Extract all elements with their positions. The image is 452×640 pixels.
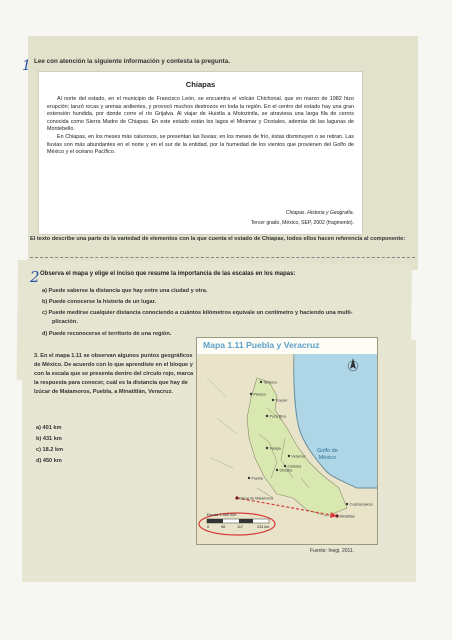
town-label: Tuxpan <box>275 398 288 403</box>
town-label: Izúcar de Matamoros <box>239 496 274 501</box>
town-label: Veracruz <box>291 454 306 459</box>
question-2-option-a: a) Puede saberse la distancia que hay entre una ciudad y otra. <box>42 288 208 294</box>
question-2-stem: Observa el mapa y elige el inciso que resume la importancia de las escalas en los mapas: <box>40 271 296 277</box>
town-label: Puebla <box>251 476 263 481</box>
town-dot <box>336 515 338 517</box>
town-label: Tampico <box>263 380 277 385</box>
map-puebla-veracruz <box>196 337 378 545</box>
town-label: Minatitlán <box>339 514 355 519</box>
question-2-option-b: b) Puede conocerse la historia de un lugar. <box>42 299 157 305</box>
scale-tick-234: 234 km <box>257 525 270 529</box>
question-2-option-d: d) Puede reconocerse el territorio de una región. <box>42 331 172 337</box>
question-3-option-c: c) 18.2 km <box>36 447 64 453</box>
town-dot <box>346 503 348 505</box>
town-label: Orizaba <box>279 468 293 473</box>
town-label: Xalapa <box>269 446 281 451</box>
town-label: Coatzacoalcos <box>349 502 374 507</box>
town-label: Córdoba <box>287 464 302 469</box>
reading-title: Chiapas <box>185 80 216 89</box>
map-title: Mapa 1.11 Puebla y Veracruz <box>203 340 320 350</box>
question-2-option-c: c) Puede medirse cualquier distancia conociendo a cuántos kilómetros equivale un centímetro y haciendo una multi- <box>42 310 353 316</box>
town-dot <box>236 497 238 499</box>
scale-tick-117: 117 <box>237 525 244 529</box>
town-dot <box>250 393 252 395</box>
town-label: Pánuco <box>253 392 266 397</box>
town-dot <box>284 465 286 467</box>
town-dot <box>248 477 250 479</box>
question-3-option-a: a) 401 km <box>36 425 62 431</box>
town-label: Poza Rica <box>269 414 286 419</box>
question-2-option-c-continued: plicación. <box>52 319 78 325</box>
scale-label: Escala 1:400 000 <box>207 513 237 517</box>
question-3-stem: 3. En el mapa 1.11 se observan algunos puntos geográficos de México. De acuerdo con lo que aprendiste en el bloque y con la escala que se presenta dentro del círculo rojo, marca la respuesta para conocer, cuál es la distancia que hay de Izúcar de Matamoros, Puebla, a Minatitlán, Veracruz. <box>34 353 194 395</box>
scale-tick-0: 0 <box>207 525 210 529</box>
citation-source: Tercer grado, México, SEP, 2002 (fragmento). <box>250 220 354 226</box>
citation-title: Chiapas. Historia y Geografía. <box>285 210 354 216</box>
question-1-text: El texto describe una parte de la variedad de elementos con la que cuenta el estado de Chiapas, todos ellos hacen referencia al componente: <box>30 236 406 242</box>
handwritten-number-1: 1 <box>22 58 31 74</box>
handwritten-number-2: 2 <box>30 268 40 286</box>
reading-paragraph-2: En Chiapas, en los meses más calurosos, se presentan las lluvias; en los meses de frío, éstas disminuyen o se retiran. Las lluvias son más abundantes en el norte y en el sur de la entidad, por la humedad de los vientos que provienen del Golfo de México y el océano Pacífico. <box>47 133 354 156</box>
town-dot <box>276 469 278 471</box>
reading-instructions: Lee con atención la siguiente información y contesta la pregunta. <box>34 58 230 65</box>
question-3-option-d: d) 450 km <box>36 458 62 464</box>
question-3-option-b: b) 431 km <box>36 436 62 442</box>
town-dot <box>266 447 268 449</box>
cut-line <box>30 257 415 258</box>
map-source: Fuente: Inegi, 2011. <box>310 548 355 554</box>
reading-body <box>47 96 354 157</box>
reading-paragraph-1: Al norte del estado, en el municipio de Francisco León, se encuentra el volcán Chichonal, que en marzo de 1982 hizo erupción; lanzó rocas y arenas ardientes, y provocó muchos destrozos en toda la región. En el centro del estado hay una gran extensión hundida, por donde corre el río Grijalva. Al viajar de Huixtla a Motozintla, se atraviesa una larga fila de cerros conocida como Sierra Madre de Chiapas. En este estado están los lagos el Miramar y Ocotales, además de las lagunas de Montebello. <box>47 96 354 133</box>
gulf-label: Golfo de México <box>317 448 338 461</box>
town-dot <box>272 399 274 401</box>
town-dot <box>266 415 268 417</box>
scale-tick-58: 58 <box>221 525 226 529</box>
town-dot <box>288 455 290 457</box>
reading-card <box>38 71 363 235</box>
town-dot <box>260 381 262 383</box>
